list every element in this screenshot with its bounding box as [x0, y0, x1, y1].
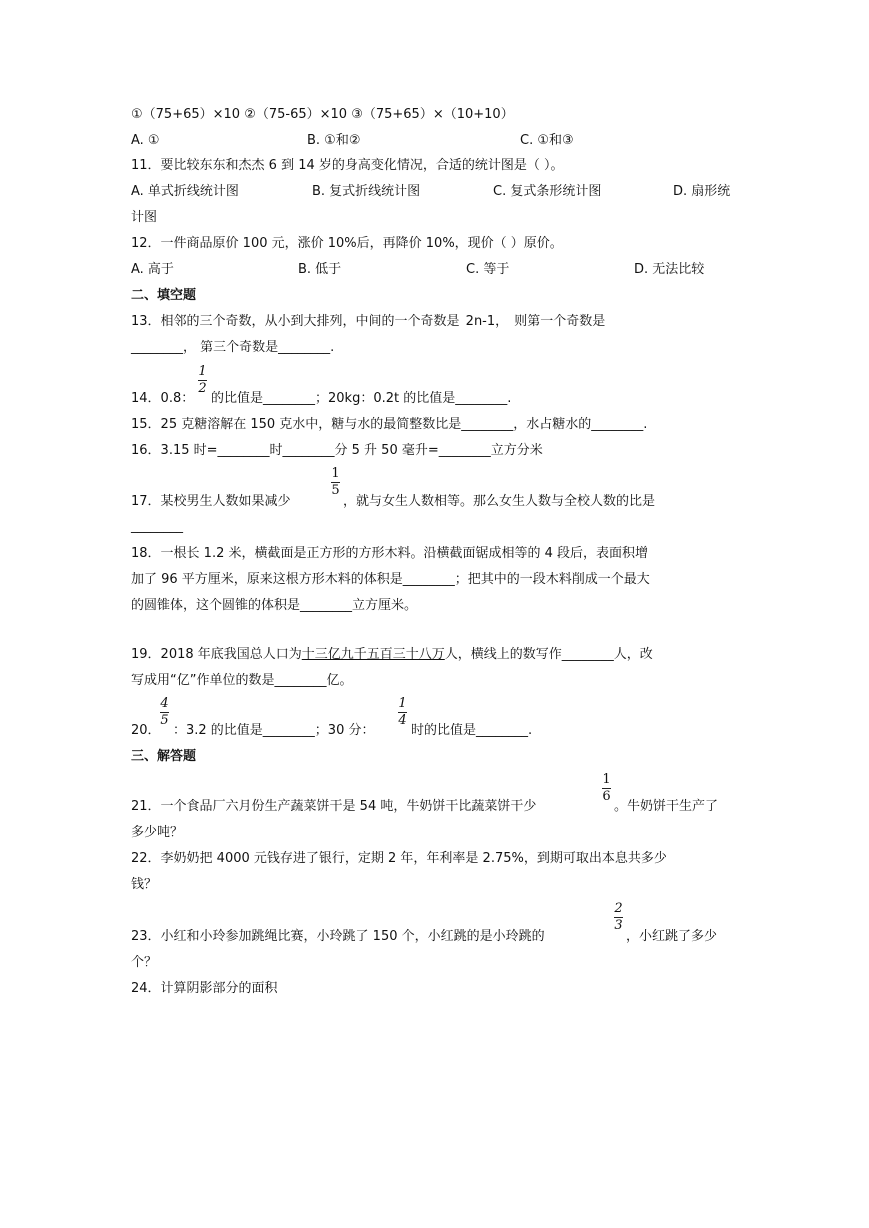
q12-choice-a: A. 高于: [131, 262, 174, 277]
q23-prefix: 23．小红和小玲参加跳绳比赛，小玲跳了 150 个，小红跳的是小玲跳的: [131, 929, 545, 944]
q10-choice-b: B. ①和②: [307, 133, 361, 148]
q11-choice-b: B. 复式折线统计图: [312, 184, 421, 199]
q17-frac-num: 1: [331, 466, 340, 481]
q20-frac2-num: 1: [398, 696, 407, 711]
q21-frac-den: 6: [602, 789, 611, 804]
q20-suffix: 时的比值是________.: [411, 723, 533, 738]
q23-fraction: [614, 902, 623, 933]
q14-frac-num: 1: [198, 364, 207, 379]
q13-line2: ________， 第三个奇数是________.: [131, 340, 335, 355]
q22-line1: 22．李奶奶把 4000 元钱存进了银行，定期 2 年，年利率是 2.75%，到期可取出本息共多少: [131, 851, 667, 866]
q20-fraction-1: [160, 697, 169, 728]
q21-frac-num: 1: [602, 772, 611, 787]
q14-suffix: 的比值是________；20kg：0.2t 的比值是________.: [211, 391, 512, 406]
q23-suffix: ，小红跳了多少: [626, 929, 718, 944]
q14-fraction: [198, 365, 207, 396]
q11-choice-d: D. 扇形统: [673, 184, 731, 199]
q20-mid: ：3.2 的比值是________；30 分：: [173, 723, 375, 738]
q23-frac-num: 2: [614, 901, 623, 916]
q11-choice-d-cont: 计图: [131, 210, 158, 225]
q10-choice-a: A. ①: [131, 133, 160, 148]
q10-choice-c: C. ①和③: [520, 133, 574, 148]
q20-prefix: 20．: [131, 723, 161, 738]
section-2-title: 二、填空题: [131, 288, 197, 303]
q10-options: ①（75+65）×10 ②（75-65）×10 ③（75+65）×（10+10）: [131, 107, 514, 122]
q19-line1: [131, 646, 653, 664]
q21-line2: 多少吨？: [131, 825, 184, 840]
q20-fraction-2: [398, 697, 407, 728]
q12-choice-b: B. 低于: [298, 262, 342, 277]
q20-frac2-den: 4: [398, 713, 407, 728]
q19-suffix: 人，横线上的数写作________人，改: [444, 647, 653, 662]
q19-underlined-number: 十三亿九千五百三十八万: [301, 647, 445, 662]
q19-prefix: 19．2018 年底我国总人口为: [131, 647, 302, 662]
q17-fraction: [331, 467, 340, 498]
q14-frac-den: 2: [198, 381, 207, 396]
q14-prefix: 14．0.8：: [131, 391, 195, 406]
q23-line2: 个？: [131, 955, 158, 970]
q11-stem: 11．要比较东东和杰杰 6 到 14 岁的身高变化情况，合适的统计图是（ ）。: [131, 158, 564, 173]
q18-line3: 的圆锥体，这个圆锥的体积是________立方厘米。: [131, 598, 418, 613]
q21-suffix: 。牛奶饼干生产了: [614, 799, 719, 814]
q15-text: 15．25 克糖溶解在 150 克水中，糖与水的最简整数比是________，水占糖水的________.: [131, 417, 648, 432]
q18-line1: 18．一根长 1.2 米，横截面是正方形的方形木料。沿横截面锯成相等的 4 段后，表面积增: [131, 546, 649, 561]
q19-line2: 写成用“亿”作单位的数是________亿。: [131, 673, 353, 688]
q24-text: 24．计算阴影部分的面积: [131, 981, 278, 996]
q13-line1: 13．相邻的三个奇数，从小到大排列，中间的一个奇数是 2n-1， 则第一个奇数是: [131, 314, 606, 329]
q22-line2: 钱？: [131, 877, 158, 892]
q17-line2: ________: [131, 519, 183, 534]
q12-choice-c: C. 等于: [466, 262, 510, 277]
q20-frac1-num: 4: [160, 696, 169, 711]
q21-fraction: [602, 773, 611, 804]
q18-line2: 加了 96 平方厘米，原来这根方形木料的体积是________；把其中的一段木料削成一个最大: [131, 572, 650, 587]
q17-prefix: 17．某校男生人数如果减少: [131, 494, 291, 509]
q11-choice-a: A. 单式折线统计图: [131, 184, 239, 199]
q11-choice-c: C. 复式条形统计图: [493, 184, 602, 199]
q20-frac1-den: 5: [160, 713, 169, 728]
q23-frac-den: 3: [614, 918, 623, 933]
q17-suffix: ，就与女生人数相等。那么女生人数与全校人数的比是: [343, 494, 656, 509]
q17-frac-den: 5: [331, 483, 340, 498]
q12-stem: 12．一件商品原价 100 元，涨价 10%后，再降价 10%，现价（ ）原价。: [131, 236, 563, 251]
q21-prefix: 21．一个食品厂六月份生产蔬菜饼干是 54 吨，牛奶饼干比蔬菜饼干少: [131, 799, 537, 814]
q16-text: 16．3.15 时=________时________分 5 升 50 毫升=________立方分米: [131, 443, 543, 458]
section-3-title: 三、解答题: [131, 749, 197, 764]
q12-choice-d: D. 无法比较: [634, 262, 705, 277]
